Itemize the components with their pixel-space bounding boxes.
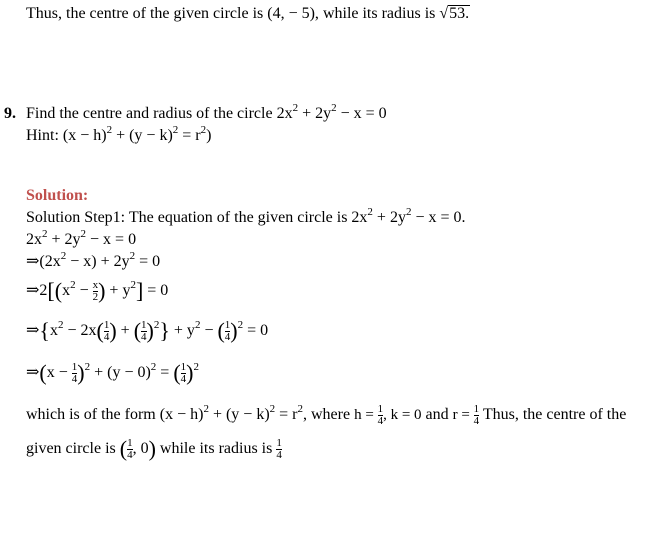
- question-equation: $2x^2 + 2y^2 - x = 0$: [276, 102, 387, 122]
- question-text: Find the centre and radius of the circle: [26, 105, 273, 122]
- equation-line-2: $\Rightarrow(2x^2 - x) + 2y^2 = 0$: [26, 250, 161, 270]
- question-number: 9.: [4, 105, 16, 122]
- centre-value: (4, − 5),: [267, 5, 319, 22]
- fraction: $\frac{1}{4}$: [103, 319, 110, 343]
- equation-line-1: $2x^2 + 2y^2 - x = 0$: [26, 228, 137, 248]
- form-tail: Thus, the centre of the: [482, 405, 627, 423]
- final-text: given circle is: [26, 440, 116, 458]
- fraction: $\frac{x}{2}$: [92, 279, 99, 303]
- step1-text: Solution Step1: The equation of the given circle is: [26, 209, 348, 226]
- result-text: Thus, the centre of the given circle is: [26, 5, 264, 22]
- final-text-2: while its radius is: [159, 440, 273, 458]
- hint-equation: $(x - h)^2 + (y - k)^2 = r^2$): [62, 124, 212, 144]
- form-line: which is of the form $(x - h)^2 + (y - k)^2 = r^2$, where h = $\frac{1}{4}$ , k = 0 and r = $\frac{1}{4}$ Thus, the centre of the: [26, 402, 627, 427]
- fraction: $\frac{1}{4}$: [224, 319, 231, 343]
- equation-line-4: $\Rightarrow\{x^2 - 2x$( $\frac{1}{4}$ ) + ( $\frac{1}{4}$ )$^2\} + y^2$ − ( $\frac{1}{4}$ )$^2$ = 0: [26, 318, 269, 344]
- fraction: $\frac{1}{4}$: [276, 437, 282, 461]
- fraction: $\frac{1}{4}$: [473, 403, 480, 427]
- solution-step1: [26, 208, 466, 228]
- result-text-2: while its radius is: [322, 5, 436, 22]
- and-text: and: [425, 405, 449, 423]
- final-line: given circle is ( $\frac{1}{4}$ , 0) while its radius is $\frac{1}{4}$: [26, 436, 282, 462]
- solution-heading: Solution:: [26, 187, 89, 204]
- equation-line-5: ⇒(x − $\frac{1}{4}$ )$^2 + (y - 0)^2$ = ( $\frac{1}{4}$ )$^2$: [26, 360, 199, 386]
- sqrt-radical: √53.: [439, 5, 470, 22]
- fraction: $\frac{1}{4}$: [127, 437, 133, 461]
- fraction: $\frac{1}{4}$: [71, 361, 78, 385]
- fraction: $\frac{1}{4}$: [377, 403, 384, 427]
- fraction: $\frac{1}{4}$: [180, 361, 187, 385]
- hint-label: Hint:: [26, 127, 59, 144]
- question-9: [4, 104, 387, 124]
- fraction: $\frac{1}{4}$: [141, 319, 147, 343]
- form-text: which is of the form: [26, 405, 156, 423]
- hint-line: [26, 126, 211, 146]
- equation-line-3: $\Rightarrow 2[(x^2$ − $\frac{x}{2}$ ) + $y^2] = 0$: [26, 278, 169, 304]
- radius-result-line: [26, 4, 470, 24]
- step1-equation: $2x^2 + 2y^2 - x = 0$.: [351, 206, 466, 226]
